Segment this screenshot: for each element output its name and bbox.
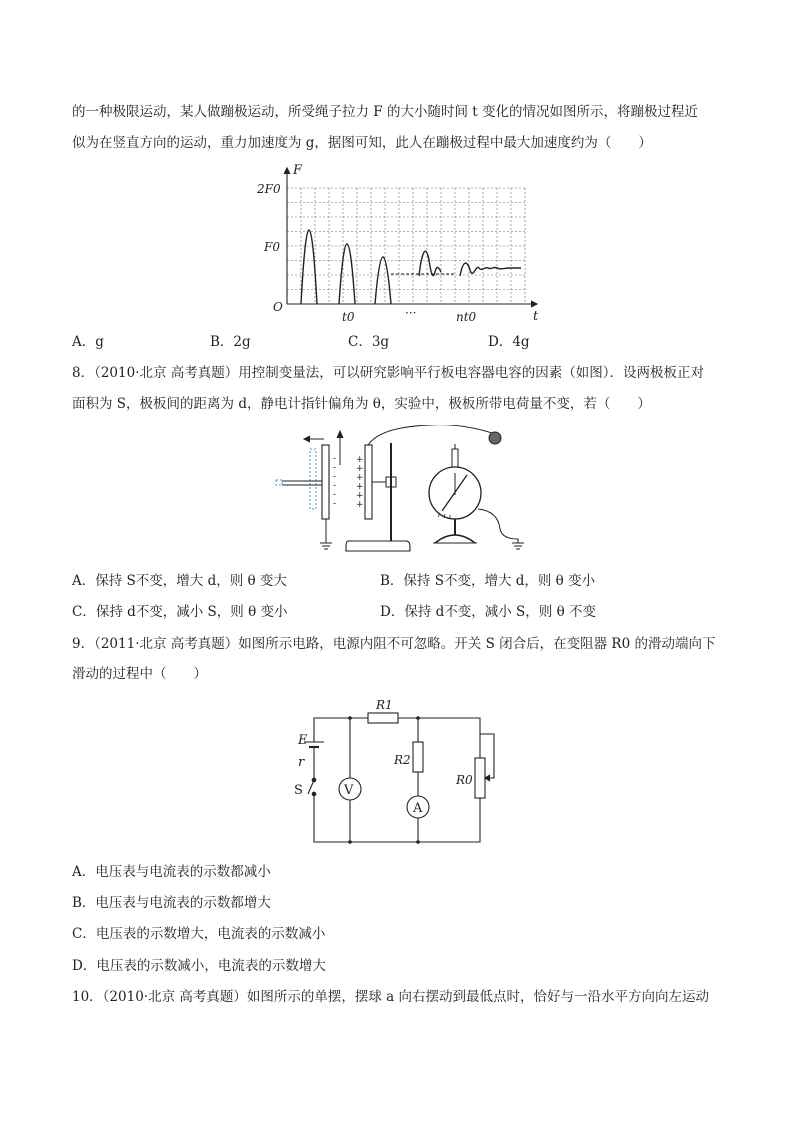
tick-label-f0: F0 — [264, 240, 280, 254]
q8-option-b[interactable]: B．保持 S不变，增大 d，则 θ 变小 — [380, 573, 596, 589]
resistor-r1 — [368, 713, 398, 723]
q8-text-line1: 8．（2010·北京 高考真题）用控制变量法，可以研究影响平行板电容器电容的因素（如图）．设两极板正对 — [72, 365, 705, 381]
q9-option-d[interactable]: D．电压表的示数减小，电流表的示数增大 — [72, 958, 326, 974]
q7-text-line2: 似为在竖直方向的运动，重力加速度为 g，据图可知，此人在蹦极过程中最大加速度约为（ ） — [72, 135, 652, 151]
svg-text:+: + — [356, 500, 364, 510]
q8-option-a[interactable]: A．保持 S不变，增大 d，则 θ 变大 — [72, 573, 287, 589]
tick-label-nt0: nt0 — [456, 310, 477, 324]
svg-text:+: + — [356, 473, 364, 483]
tick-label-t0: t0 — [342, 310, 355, 324]
label-r1: R1 — [376, 698, 393, 712]
svg-text:-: - — [333, 490, 337, 500]
rheostat-r0 — [475, 758, 485, 798]
svg-text:+: + — [356, 464, 364, 474]
q9-option-a[interactable]: A．电压表与电流表的示数都减小 — [72, 864, 271, 880]
q7-option-a[interactable]: A．g — [72, 334, 104, 350]
q9-text-line2: 滑动的过程中（ ） — [72, 666, 207, 682]
label-switch: S — [294, 783, 303, 798]
axis-label-t: t — [533, 309, 539, 324]
label-emf: E — [298, 733, 308, 748]
graph-grid — [287, 188, 525, 304]
svg-text:-: - — [333, 454, 337, 464]
ellipsis-label: ··· — [405, 306, 417, 320]
force-curve — [301, 230, 521, 304]
left-plate — [322, 445, 329, 519]
q7-option-d[interactable]: D．4g — [488, 334, 530, 350]
graph-axes — [284, 168, 537, 307]
electroscope-ball — [489, 432, 501, 444]
q8-text-line2: 面积为 S，极板间的距离为 d，静电计指针偏角为 θ，实验中，极板所带电荷量不变，若（ ） — [72, 396, 651, 412]
circuit-diagram — [280, 694, 500, 850]
q7-text-line1: 的一种极限运动，某人做蹦极运动，所受绳子拉力 F 的大小随时间 t 变化的情况如图所示，将蹦极过程近 — [72, 104, 698, 120]
label-ammeter: A — [413, 801, 423, 816]
svg-text:-: - — [333, 472, 337, 482]
resistor-r2 — [413, 742, 423, 772]
q8-option-c[interactable]: C．保持 d不变，减小 S，则 θ 变小 — [72, 604, 288, 620]
label-voltmeter: V — [344, 783, 354, 798]
q9-text-line1: 9．（2011·北京 高考真题）如图所示电路，电源内阻不可忽略。开关 S 闭合后，在变阻器 R0 的滑动端向下 — [72, 636, 716, 652]
svg-text:-: - — [333, 481, 337, 491]
q8-option-d[interactable]: D．保持 d不变，减小 S，则 θ 不变 — [380, 604, 597, 620]
force-time-graph — [255, 160, 555, 328]
dashed-plate-outline — [310, 449, 316, 509]
svg-text:-: - — [333, 463, 337, 473]
right-plate — [365, 445, 372, 519]
label-r0: R0 — [456, 773, 473, 787]
q9-option-b[interactable]: B．电压表与电流表的示数都增大 — [72, 895, 271, 911]
label-internal-r: r — [298, 755, 305, 770]
tick-label-2f0: 2F0 — [257, 182, 281, 196]
svg-text:+: + — [356, 482, 364, 492]
label-r2: R2 — [394, 753, 411, 767]
q7-option-c[interactable]: C．3g — [348, 334, 390, 350]
q9-option-c[interactable]: C．电压表的示数增大，电流表的示数减小 — [72, 926, 326, 942]
q10-text-line1: 10．（2010·北京 高考真题）如图所示的单摆，摆球 a 向右摆动到最低点时，恰好与一沿水平方向向左运动 — [72, 989, 709, 1005]
svg-text:+: + — [356, 455, 364, 465]
svg-text:+: + — [356, 491, 364, 501]
capacitor-electroscope-figure — [270, 425, 530, 555]
q7-option-b[interactable]: B．2g — [210, 334, 251, 350]
origin-label: O — [273, 300, 283, 314]
axis-label-f: F — [293, 163, 303, 178]
stand-base — [346, 541, 410, 551]
svg-text:-: - — [333, 499, 337, 509]
